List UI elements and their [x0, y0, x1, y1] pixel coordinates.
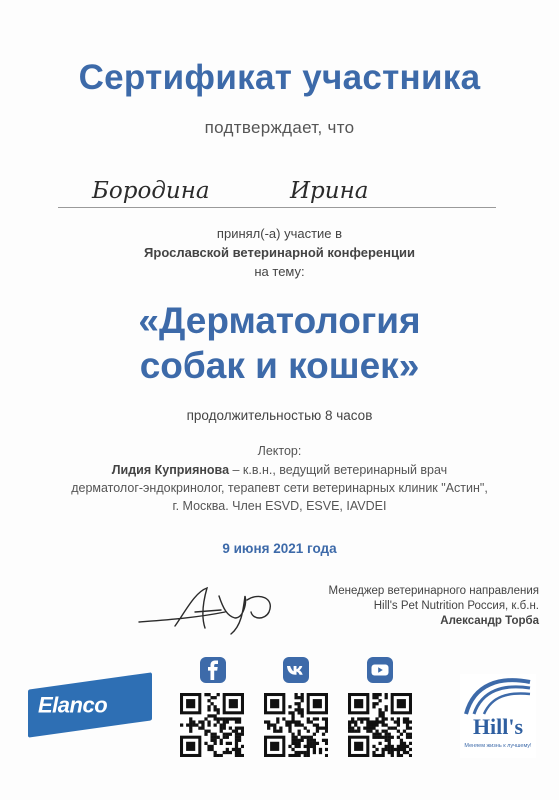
facebook-icon[interactable] [200, 657, 226, 683]
topic-line-2: собак и кошек» [139, 345, 420, 386]
vk-icon[interactable] [283, 657, 309, 683]
on-topic-text: на тему: [254, 264, 305, 279]
participated-text: принял(-а) участие в [216, 226, 343, 241]
confirms-text: подтверждает, что [204, 118, 355, 137]
signatory-role-1: Менеджер ветеринарного направления [328, 585, 539, 597]
signatory-block [329, 584, 539, 629]
elanco-logo-text: Elanco [38, 692, 108, 718]
duration-text: продолжительностью 8 часов [186, 408, 373, 423]
conference-name: Ярославской ветеринарной конференции [144, 245, 415, 260]
elanco-logo [28, 672, 152, 737]
youtube-icon[interactable] [367, 657, 393, 683]
qr-code-facebook[interactable] [180, 693, 244, 757]
lecturer-line-3: г. Москва. Член ESVD, ESVE, IAVDEI [172, 499, 387, 513]
signatory-name: Александр Торба [440, 615, 539, 627]
qr-code-youtube[interactable] [348, 693, 412, 757]
hills-tagline: Меняем жизнь к лучшему! [464, 743, 532, 749]
hills-logo-text: Hill's [472, 714, 524, 739]
certificate-title: Сертификат участника [78, 58, 481, 97]
lecturer-line-2: дерматолог-эндокринолог, терапевт сети ветеринарных клиник "Астин", [71, 481, 488, 495]
hills-emblem-icon [460, 674, 536, 716]
lecturer-label: Лектор: [257, 444, 302, 458]
lecturer-desc-1: – к.в.н., ведущий ветеринарный врач [229, 463, 448, 477]
qr-code-vk[interactable] [264, 693, 328, 757]
handwritten-signature [135, 582, 295, 642]
topic-line-1: «Дерматология [138, 300, 421, 341]
event-date: 9 июня 2021 года [222, 541, 337, 556]
participant-first-name: Бородина [92, 178, 210, 204]
participant-last-name: Ирина [290, 178, 369, 204]
name-underline [58, 207, 496, 208]
signatory-role-2: Hill's Pet Nutrition Россия, к.б.н. [373, 600, 539, 612]
lecturer-name: Лидия Куприянова [111, 463, 230, 477]
lecturer-line-1 [0, 463, 559, 477]
